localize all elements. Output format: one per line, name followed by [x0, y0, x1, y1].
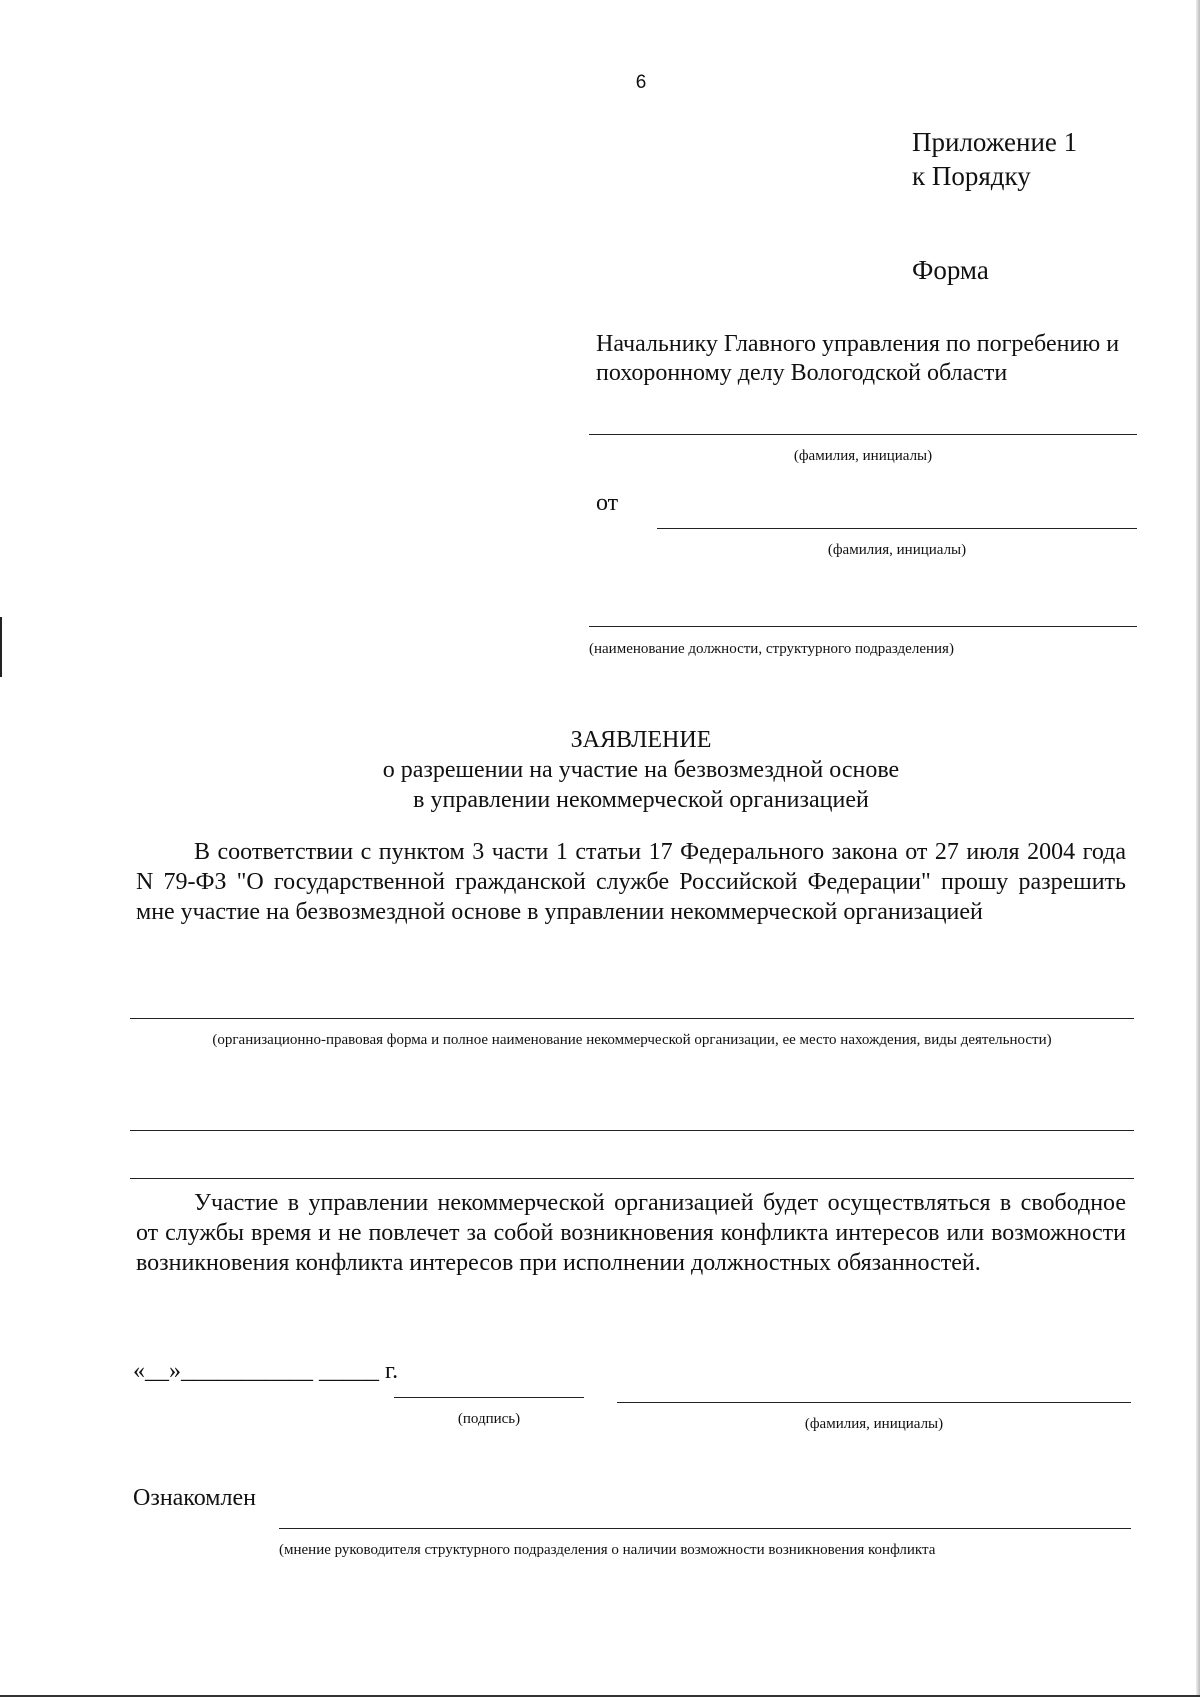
from-name-line	[657, 528, 1137, 529]
statement-title	[0, 725, 1200, 815]
acquainted-label: Ознакомлен	[133, 1485, 256, 1511]
appendix-line-2: к Порядку	[912, 161, 1031, 191]
signer-name-line	[617, 1402, 1131, 1403]
organization-caption: (организационно-правовая форма и полное наименование некоммерческой организации, ее место нахождения, виды деятельности)	[212, 1032, 1052, 1048]
from-name-caption: (фамилия, инициалы)	[827, 542, 967, 558]
appendix-reference	[912, 125, 1077, 193]
organization-line-1	[130, 1018, 1134, 1019]
title-sub-1: о разрешении на участие на безвозмездной основе	[382, 757, 900, 783]
organization-line-3	[130, 1178, 1134, 1179]
signature-caption: (подпись)	[457, 1411, 521, 1427]
page-number: 6	[635, 72, 647, 93]
from-label: от	[596, 490, 619, 516]
addressee-name-caption: (фамилия, инициалы)	[793, 448, 933, 464]
addressee-text: Начальнику Главного управления по погребению и похоронному делу Вологодской области	[596, 331, 1120, 386]
acquainted-line	[279, 1528, 1131, 1529]
body-paragraph-1: В соответствии с пунктом 3 части 1 статьи 17 Федерального закона от 27 июля 2004 года N 79-ФЗ "О государственной гражданской службе Российской Федерации" прошу разрешить мне участие на безвозмездной основе в управлении некоммерческой организацией	[136, 839, 1126, 925]
organization-line-2	[130, 1130, 1134, 1131]
addressee-name-line	[589, 434, 1137, 435]
position-caption: (наименование должности, структурного подразделения)	[589, 641, 954, 657]
title-main: ЗАЯВЛЕНИЕ	[570, 727, 712, 753]
signer-name-caption: (фамилия, инициалы)	[804, 1416, 944, 1432]
scan-edge-mark	[0, 617, 2, 677]
acquainted-caption: (мнение руководителя структурного подразделения о наличии возможности возникновения конфликта	[279, 1542, 936, 1558]
date-field: «__»___________ _____ г.	[133, 1358, 399, 1384]
appendix-line-1: Приложение 1	[912, 127, 1078, 157]
signature-line	[394, 1397, 584, 1398]
position-line	[589, 626, 1137, 627]
body-paragraph-2: Участие в управлении некоммерческой организацией будет осуществляться в свободное от службы время и не повлечет за собой возникновения конфликта интересов или возможности возникновения конфликта интересов при исполнении должностных обязанностей.	[136, 1190, 1126, 1276]
scan-right-edge	[1196, 0, 1200, 1697]
title-sub-2: в управлении некоммерческой организацией	[413, 787, 869, 813]
form-label: Форма	[912, 255, 989, 285]
